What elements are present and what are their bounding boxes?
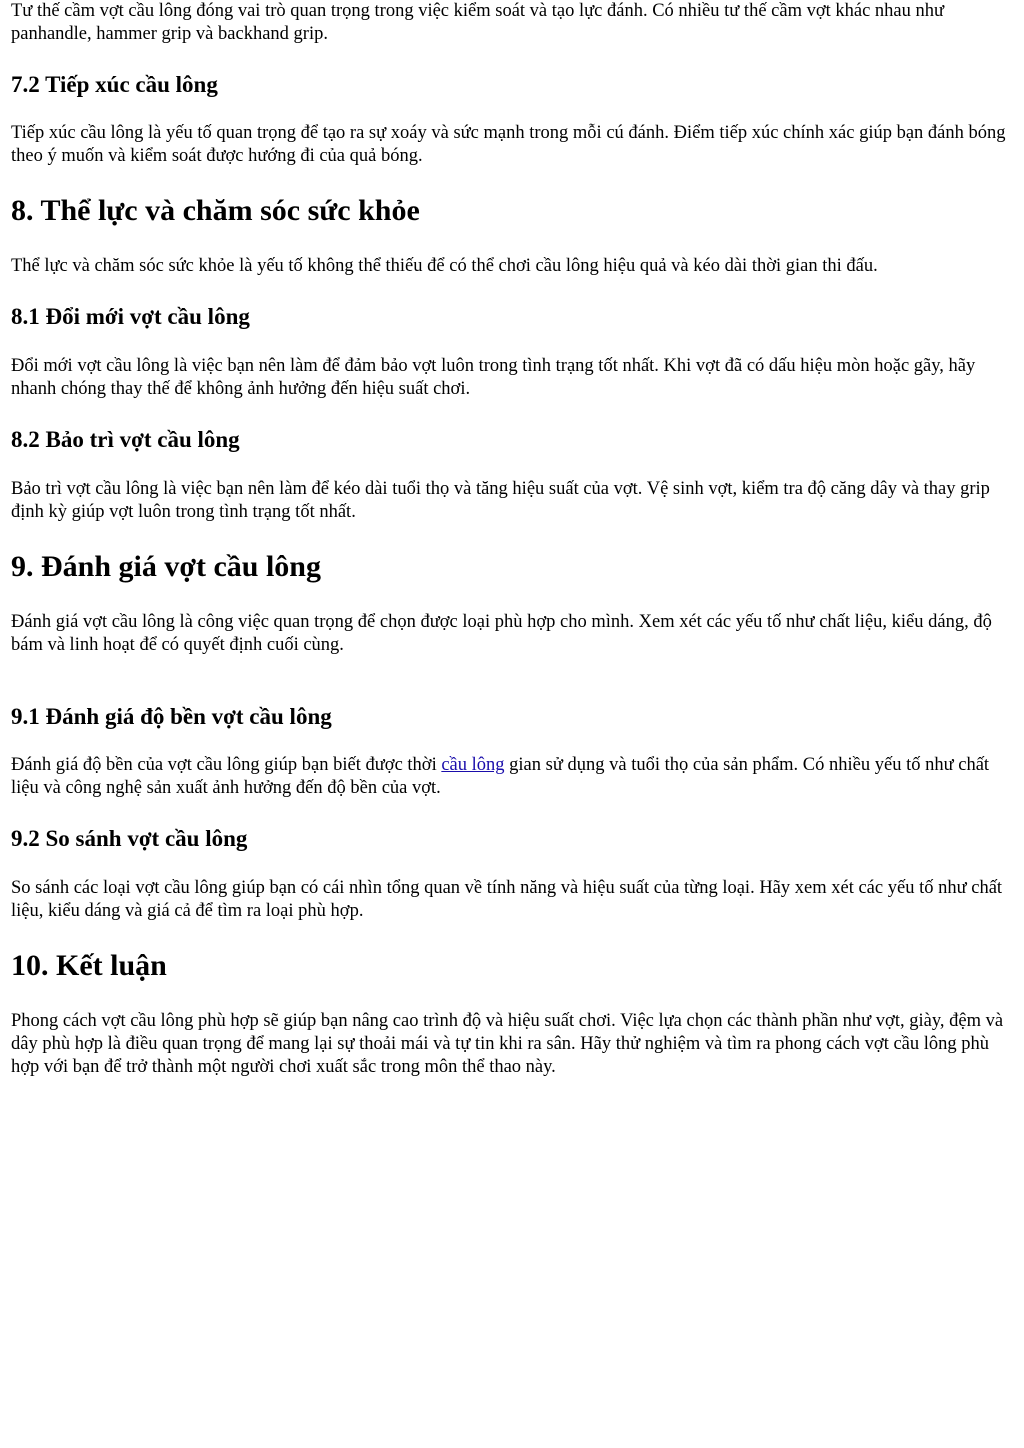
- paragraph-9-1: [11, 754, 1019, 800]
- heading-9-2: 9.2 So sánh vợt cầu lông: [11, 826, 248, 851]
- heading-8-1: 8.1 Đổi mới vợt cầu lông: [11, 304, 250, 329]
- paragraph-7-2: Tiếp xúc cầu lông là yếu tố quan trọng để tạo ra sự xoáy và sức mạnh trong mỗi cú đánh. Điểm tiếp xúc chính xác giúp bạn đánh bóng theo ý muốn và kiểm soát được hướng đi của quả bóng.: [11, 123, 1006, 166]
- paragraph-9-1-text-before: Đánh giá độ bền của vợt cầu lông giúp bạn biết được thời: [11, 755, 442, 775]
- paragraph-9-1-text-after: gian sử dụng và tuổi thọ của sản phẩm. Có nhiều yếu tố như chất liệu và công nghệ sản xuất ảnh hưởng đến độ bền của vợt.: [11, 755, 990, 798]
- paragraph-8: Thể lực và chăm sóc sức khỏe là yếu tố không thể thiếu để có thể chơi cầu lông hiệu quả và kéo dài thời gian thi đấu.: [11, 256, 878, 276]
- paragraph-9-2: So sánh các loại vợt cầu lông giúp bạn có cái nhìn tổng quan về tính năng và hiệu suất của từng loại. Hãy xem xét các yếu tố như chất liệu, kiểu dáng và giá cả để tìm ra loại phù hợp.: [11, 878, 1003, 921]
- heading-7-2: 7.2 Tiếp xúc cầu lông: [11, 72, 218, 97]
- heading-9-1: 9.1 Đánh giá độ bền vợt cầu lông: [11, 704, 332, 729]
- paragraph-9: Đánh giá vợt cầu lông là công việc quan trọng để chọn được loại phù hợp cho mình. Xem xét các yếu tố như chất liệu, kiểu dáng, độ bám và linh hoạt để có quyết định cuối cùng.: [11, 612, 992, 655]
- heading-8: 8. Thể lực và chăm sóc sức khỏe: [11, 194, 420, 227]
- paragraph-8-1: Đổi mới vợt cầu lông là việc bạn nên làm để đảm bảo vợt luôn trong tình trạng tốt nhất. Khi vợt đã có dấu hiệu mòn hoặc gãy, hãy nhanh chóng thay thế để không ảnh hưởng đến hiệu suất chơi.: [11, 356, 976, 399]
- paragraph-8-2: Bảo trì vợt cầu lông là việc bạn nên làm để kéo dài tuổi thọ và tăng hiệu suất của vợt. Vệ sinh vợt, kiểm tra độ căng dây và thay grip định kỳ giúp vợt luôn trong tình trạng tốt nhất.: [11, 479, 990, 522]
- heading-10: 10. Kết luận: [11, 949, 167, 982]
- paragraph-10: Phong cách vợt cầu lông phù hợp sẽ giúp bạn nâng cao trình độ và hiệu suất chơi. Việc lựa chọn các thành phần như vợt, giày, đệm và dây phù hợp là điều quan trọng để mang lại sự thoải mái và tự tin khi ra sân. Hãy thử nghiệm và tìm ra phong cách vợt cầu lông phù hợp với bạn để trở thành một người chơi xuất sắc trong môn thể thao này.: [11, 1011, 1004, 1077]
- heading-9: 9. Đánh giá vợt cầu lông: [11, 550, 321, 583]
- cau-long-link[interactable]: cầu lông: [441, 755, 505, 775]
- heading-8-2: 8.2 Bảo trì vợt cầu lông: [11, 427, 240, 452]
- paragraph-grip-intro: Tư thế cầm vợt cầu lông đóng vai trò quan trọng trong việc kiểm soát và tạo lực đánh. Có nhiều tư thế cầm vợt khác nhau như panhandle, hammer grip và backhand grip.: [11, 1, 945, 44]
